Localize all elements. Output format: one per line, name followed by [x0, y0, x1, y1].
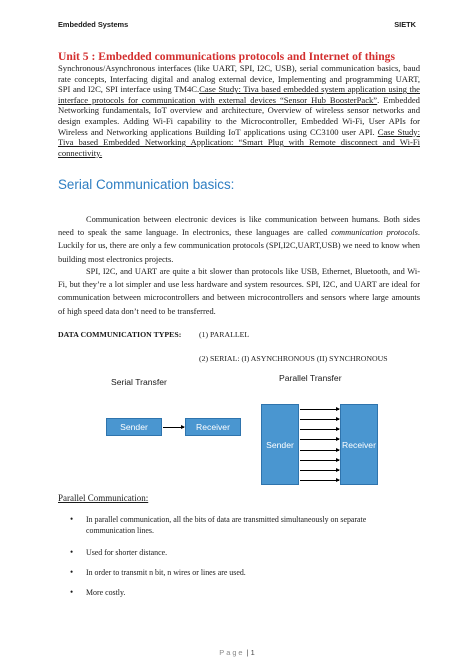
- serial-sender-box: [106, 418, 162, 436]
- header-institution: SIETK: [394, 20, 416, 29]
- parallel-line-arrow: [300, 450, 339, 451]
- bullet-item: • In order to transmit n bit, n wires or lines are used.: [70, 567, 410, 578]
- parallel-transfer-title: Parallel Transfer: [279, 373, 342, 383]
- serial-receiver-box: [185, 418, 241, 436]
- dct-option-parallel: (1) PARALLEL: [199, 330, 250, 339]
- page-header: [58, 20, 416, 34]
- serial-transfer-title: Serial Transfer: [111, 377, 167, 387]
- parallel-line-arrow: [300, 439, 339, 440]
- serial-receiver-label: Receiver: [196, 422, 230, 432]
- data-communication-types: [58, 330, 250, 339]
- parallel-bullet-list: [70, 514, 410, 598]
- parallel-line-arrow: [300, 480, 339, 481]
- bullet-item: • Used for shorter distance.: [70, 547, 410, 558]
- parallel-sender-box: [261, 404, 299, 485]
- syllabus-paragraph: [58, 63, 420, 158]
- parallel-line-arrow: [300, 409, 339, 410]
- parallel-line-arrow: [300, 460, 339, 461]
- serial-arrow: [163, 427, 184, 428]
- intro-emphasis: communication protocols: [331, 228, 418, 238]
- syllabus-part1: Synchronous/Asynchronous interfaces (like UART, SPI, I2C, USB), serial communication basics, baud rate concepts, Interfacing digital and analog external device, Implementing and programming UART, SPI and I2C, SPI interface using TM4C.: [58, 63, 420, 95]
- footer-page-number: 1: [250, 648, 255, 657]
- bullet-item: • In parallel communication, all the bits of data are transmitted simultaneously on separate communication lines.: [70, 514, 410, 536]
- parallel-line-arrow: [300, 419, 339, 420]
- case-study-2: Case Study: Tiva based Embedded Networking Application: “Smart Plug with Remote disconnect and Wi-Fi connectivity.: [58, 126, 420, 158]
- unit-title: Unit 5 : Embedded communications protocols and Internet of things: [58, 50, 395, 63]
- intro-paragraph: [58, 213, 420, 266]
- dct-option-serial: (2) SERIAL: (I) ASYNCHRONOUS (II) SYNCHRONOUS: [199, 354, 388, 363]
- parallel-receiver-label: Receiver: [342, 439, 376, 450]
- intro-text-before: Communication between electronic devices is like communication between humans. Both sides need to speak the same language. In electronics, these languages are called: [58, 215, 420, 238]
- parallel-communication-heading: Parallel Communication:: [58, 493, 149, 503]
- protocols-paragraph: SPI, I2C, and UART are quite a bit slower than protocols like USB, Ethernet, Bluetooth, and Wi-Fi, but they’re a lot simpler and use less hardware and system resources. SPI, I2C, and UART are ideal for communication between microcontrollers and between microcontrollers and sensors where large amounts of high speed data don’t need to be transferred.: [58, 267, 420, 316]
- parallel-line-arrow: [300, 470, 339, 471]
- page-footer: [0, 648, 474, 657]
- footer-separator: |: [246, 648, 249, 657]
- dct-label: DATA COMMUNICATION TYPES:: [58, 330, 182, 339]
- parallel-sender-label: Sender: [266, 439, 294, 450]
- bullet-item: • More costly.: [70, 587, 410, 598]
- parallel-line-arrow: [300, 429, 339, 430]
- footer-page-word: Page: [219, 648, 245, 657]
- section-heading: Serial Communication basics:: [58, 177, 235, 192]
- parallel-receiver-box: [340, 404, 378, 485]
- header-course-title: Embedded Systems: [58, 20, 129, 29]
- case-study-1: Case Study: Tiva based embedded system application using the interface protocols for communication with external devices “Sensor Hub BoosterPack”: [58, 84, 420, 105]
- intro-text-after: . Luckily for us, there are only a few communication protocols (SPI,I2C,UART,USB) we need to know when building most electronics projects.: [58, 228, 420, 264]
- serial-sender-label: Sender: [120, 422, 148, 432]
- syllabus-part2: . Embedded Networking fundamentals, IoT overview and architecture, Overview of wireless sensor networks and design examples. Adding Wi-Fi capability to the Microcontroller, Embedded Wi-Fi, User APIs for Wireless and Networking applications Building IoT applications using CC3100 user API.: [58, 94, 420, 137]
